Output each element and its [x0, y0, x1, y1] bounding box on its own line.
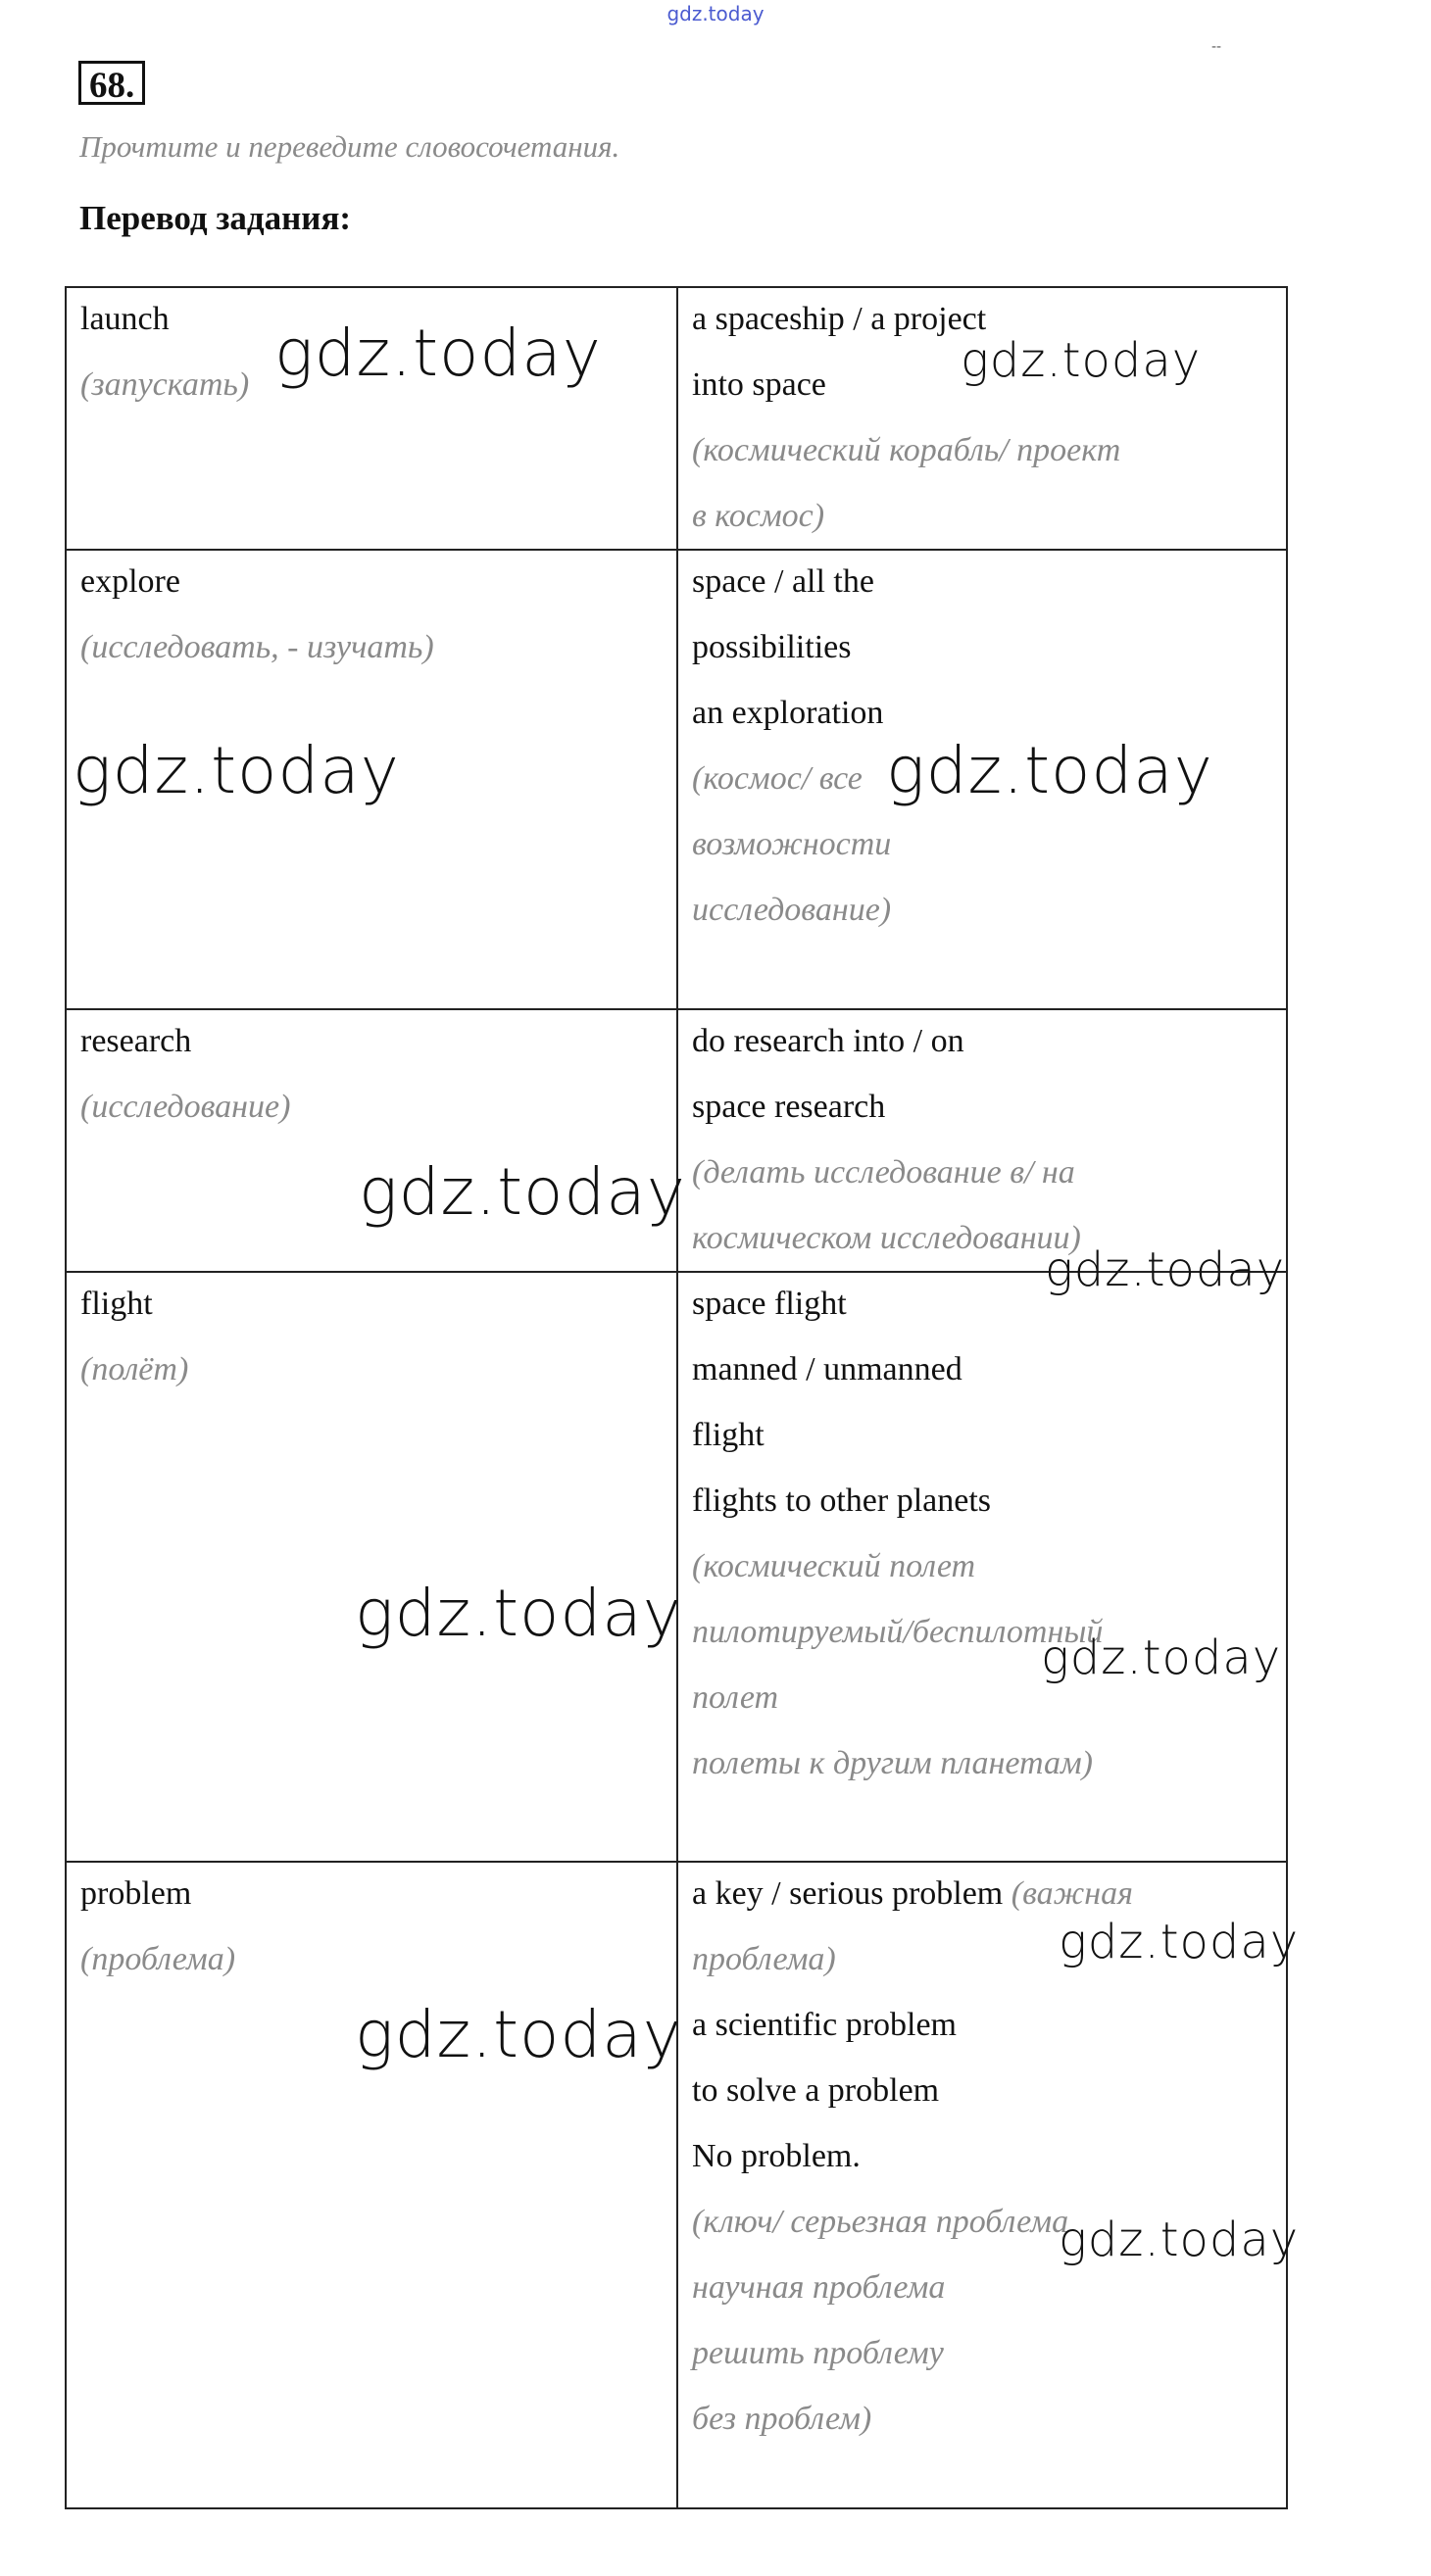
phrase-translation: пилотируемый/беспилотный: [692, 1614, 1104, 1650]
phrase: flight: [692, 1417, 765, 1453]
phrase: an exploration: [692, 695, 884, 731]
vocabulary-table: [65, 286, 1288, 2509]
phrase: a spaceship / a project: [692, 301, 987, 337]
phrase-translation: научная проблема: [692, 2269, 946, 2306]
watermark: gdz.today: [355, 1997, 682, 2072]
phrase: space flight: [692, 1286, 847, 1322]
phrase-translation: (космический полет: [692, 1548, 976, 1584]
word-cell: [66, 1862, 677, 2508]
phrases-cell: [677, 287, 1287, 550]
phrase: No problem.: [692, 2138, 861, 2174]
phrase: a scientific problem: [692, 2007, 958, 2043]
word-cell: [66, 1272, 677, 1862]
phrase-translation: возможности: [692, 826, 892, 862]
table-row: [66, 1009, 1287, 1272]
phrase-translation: (космос/ все: [692, 760, 863, 797]
word-translation: (полёт): [80, 1351, 189, 1387]
table-row: [66, 287, 1287, 550]
watermark: gdz.today: [1045, 1242, 1286, 1297]
phrases-cell: [677, 550, 1287, 1009]
phrase: a key / serious problem: [692, 1875, 1004, 1912]
phrase-translation: решить проблему: [692, 2335, 944, 2371]
phrase-translation: полеты к другим планетам): [692, 1745, 1093, 1781]
exercise-number: 68.: [78, 61, 145, 105]
phrase: possibilities: [692, 629, 852, 665]
word: launch: [80, 301, 170, 337]
phrase-translation: в космос): [692, 498, 825, 534]
phrase-translation: проблема): [692, 1941, 836, 1977]
phrase: to solve a problem: [692, 2072, 940, 2109]
translation-heading: Перевод задания:: [79, 199, 352, 237]
word: research: [80, 1023, 192, 1059]
phrases-cell: [677, 1009, 1287, 1272]
phrase: into space: [692, 366, 826, 403]
phrase: flights to other planets: [692, 1482, 992, 1519]
word-translation: (исследование): [80, 1089, 291, 1125]
phrases-cell: [677, 1272, 1287, 1862]
watermark: gdz.today: [961, 333, 1202, 388]
word: flight: [80, 1286, 153, 1322]
phrase-with-translation: [692, 1861, 1274, 1926]
word-translation: (запускать): [80, 366, 250, 403]
table-row: [66, 1862, 1287, 2508]
word: problem: [80, 1875, 192, 1912]
watermark: gdz.today: [274, 316, 602, 391]
table-row: [66, 1272, 1287, 1862]
phrase-translation: (космический корабль/ проект: [692, 432, 1121, 468]
word-cell: [66, 1009, 677, 1272]
phrase-translation: (делать исследование в/ на: [692, 1154, 1075, 1191]
word-cell: [66, 287, 677, 550]
phrase-translation: без проблем): [692, 2401, 872, 2437]
word-translation: (исследовать, - изучать): [80, 629, 434, 665]
word: explore: [80, 563, 180, 600]
watermark: gdz.today: [73, 733, 400, 808]
phrase: space research: [692, 1089, 886, 1125]
phrase: do research into / on: [692, 1023, 964, 1059]
phrase-translation: (важная: [1011, 1875, 1133, 1912]
phrase-translation: космическом исследовании): [692, 1220, 1081, 1256]
exercise-instruction: Прочтите и переведите словосочетания.: [79, 129, 620, 164]
corner-mark: --: [1211, 39, 1222, 55]
watermark: gdz.today: [1059, 2212, 1300, 2267]
table-row: [66, 550, 1287, 1009]
phrase-translation: исследование): [692, 892, 892, 928]
word-translation: (проблема): [80, 1941, 236, 1977]
word-cell: [66, 550, 677, 1009]
phrase: manned / unmanned: [692, 1351, 962, 1387]
site-watermark-header: gdz.today: [666, 2, 765, 25]
watermark: gdz.today: [359, 1154, 686, 1230]
watermark: gdz.today: [886, 733, 1213, 808]
phrases-cell: [677, 1862, 1287, 2508]
watermark: gdz.today: [1059, 1915, 1300, 1969]
phrase: space / all the: [692, 563, 874, 600]
phrase-translation: полет: [692, 1679, 779, 1716]
watermark: gdz.today: [1041, 1630, 1282, 1685]
phrase-translation: (ключ/ серьезная проблема: [692, 2204, 1069, 2240]
watermark: gdz.today: [355, 1576, 682, 1651]
